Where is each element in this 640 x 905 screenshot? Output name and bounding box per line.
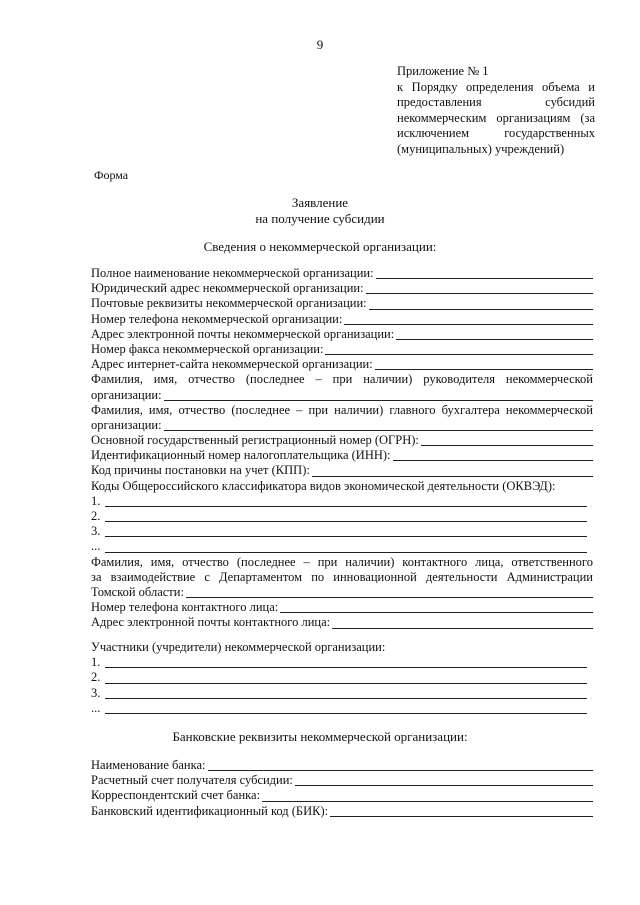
input-line[interactable] — [105, 697, 587, 699]
field-fax[interactable]: Номер факса некоммерческой организации: — [91, 342, 593, 357]
field-postal-details[interactable]: Почтовые реквизиты некоммерческой организации: — [91, 296, 593, 311]
input-line[interactable] — [105, 551, 587, 553]
field-full-name[interactable]: Полное наименование некоммерческой организации: — [91, 266, 593, 281]
field-head-name[interactable]: организации: — [91, 388, 593, 403]
appendix-title: Приложение № 1 — [397, 64, 489, 78]
input-line[interactable] — [330, 815, 593, 817]
field-correspondent-account[interactable]: Корреспондентский счет банка: — [91, 788, 593, 803]
field-contact-person[interactable]: Томской области: — [91, 585, 593, 600]
field-contact-email[interactable]: Адрес электронной почты контактного лица: — [91, 615, 593, 630]
title-line-1: Заявление — [291, 195, 349, 210]
input-line[interactable] — [186, 596, 593, 598]
input-line[interactable] — [312, 475, 593, 477]
input-line[interactable] — [105, 682, 587, 684]
field-phone[interactable]: Номер телефона некоммерческой организации: — [91, 312, 593, 327]
founder-item-2[interactable]: 2. — [91, 670, 593, 685]
field-bank-name[interactable]: Наименование банка: — [91, 758, 593, 773]
okved-label: Коды Общероссийского классификатора видов экономической деятельности (ОКВЭД): — [91, 478, 556, 493]
input-line[interactable] — [105, 666, 587, 668]
org-fields — [91, 266, 593, 631]
field-head-name-label: Фамилия, имя, отчество (последнее – при наличии) руководителя некоммерческой — [91, 372, 593, 387]
org-section-heading: Сведения о некоммерческой организации: — [203, 239, 437, 254]
founder-item-more[interactable]: ... — [91, 701, 593, 716]
page-number: 9 — [316, 37, 324, 52]
contact-label-1: Фамилия, имя, отчество (последнее – при наличии) контактного лица, ответственного — [91, 554, 593, 569]
founders-fields — [91, 640, 593, 716]
input-line[interactable] — [105, 535, 587, 537]
input-line[interactable] — [105, 505, 587, 507]
input-line[interactable] — [295, 784, 593, 786]
input-line[interactable] — [105, 712, 587, 714]
field-inn[interactable]: Идентификационный номер налогоплательщика (ИНН): — [91, 448, 593, 463]
field-ogrn[interactable]: Основной государственный регистрационный номер (ОГРН): — [91, 433, 593, 448]
okved-item-more[interactable]: ... — [91, 539, 593, 554]
form-label: Форма — [94, 168, 129, 182]
input-line[interactable] — [369, 308, 593, 310]
contact-label-2: за взаимодействие с Департаментом по инновационной деятельности Администрации — [91, 569, 593, 584]
input-line[interactable] — [393, 459, 593, 461]
input-line[interactable] — [262, 800, 593, 802]
input-line[interactable] — [280, 611, 593, 613]
appendix-body: к Порядку определения объема и предоставления субсидий некоммерческим организациям (за исключением государственных (муниципальных) учреждений) — [397, 79, 595, 156]
input-line[interactable] — [376, 277, 593, 279]
founder-item-3[interactable]: 3. — [91, 686, 593, 701]
field-accountant-name[interactable]: организации: — [91, 418, 593, 433]
field-email[interactable]: Адрес электронной почты некоммерческой организации: — [91, 327, 593, 342]
bank-section-heading: Банковские реквизиты некоммерческой организации: — [172, 729, 468, 744]
input-line[interactable] — [396, 338, 593, 340]
input-line[interactable] — [164, 399, 593, 401]
input-line[interactable] — [366, 292, 593, 294]
input-line[interactable] — [105, 520, 587, 522]
field-bik[interactable]: Банковский идентификационный код (БИК): — [91, 804, 593, 819]
input-line[interactable] — [344, 323, 593, 325]
founder-item-1[interactable]: 1. — [91, 655, 593, 670]
input-line[interactable] — [164, 429, 593, 431]
input-line[interactable] — [332, 627, 593, 629]
field-settlement-account[interactable]: Расчетный счет получателя субсидии: — [91, 773, 593, 788]
bank-fields — [91, 758, 593, 819]
appendix-note — [397, 64, 595, 157]
document-title — [0, 195, 640, 227]
input-line[interactable] — [375, 368, 593, 370]
field-website[interactable]: Адрес интернет-сайта некоммерческой организации: — [91, 357, 593, 372]
okved-item-3[interactable]: 3. — [91, 524, 593, 539]
okved-item-2[interactable]: 2. — [91, 509, 593, 524]
okved-item-1[interactable]: 1. — [91, 494, 593, 509]
field-accountant-name-label: Фамилия, имя, отчество (последнее – при наличии) главного бухгалтера некоммерческой — [91, 402, 593, 417]
title-line-2: на получение субсидии — [255, 211, 385, 226]
field-legal-address[interactable]: Юридический адрес некоммерческой организации: — [91, 281, 593, 296]
input-line[interactable] — [208, 769, 593, 771]
input-line[interactable] — [325, 353, 593, 355]
founders-label: Участники (учредители) некоммерческой организации: — [91, 639, 386, 654]
field-kpp[interactable]: Код причины постановки на учет (КПП): — [91, 463, 593, 478]
field-contact-phone[interactable]: Номер телефона контактного лица: — [91, 600, 593, 615]
input-line[interactable] — [421, 444, 593, 446]
